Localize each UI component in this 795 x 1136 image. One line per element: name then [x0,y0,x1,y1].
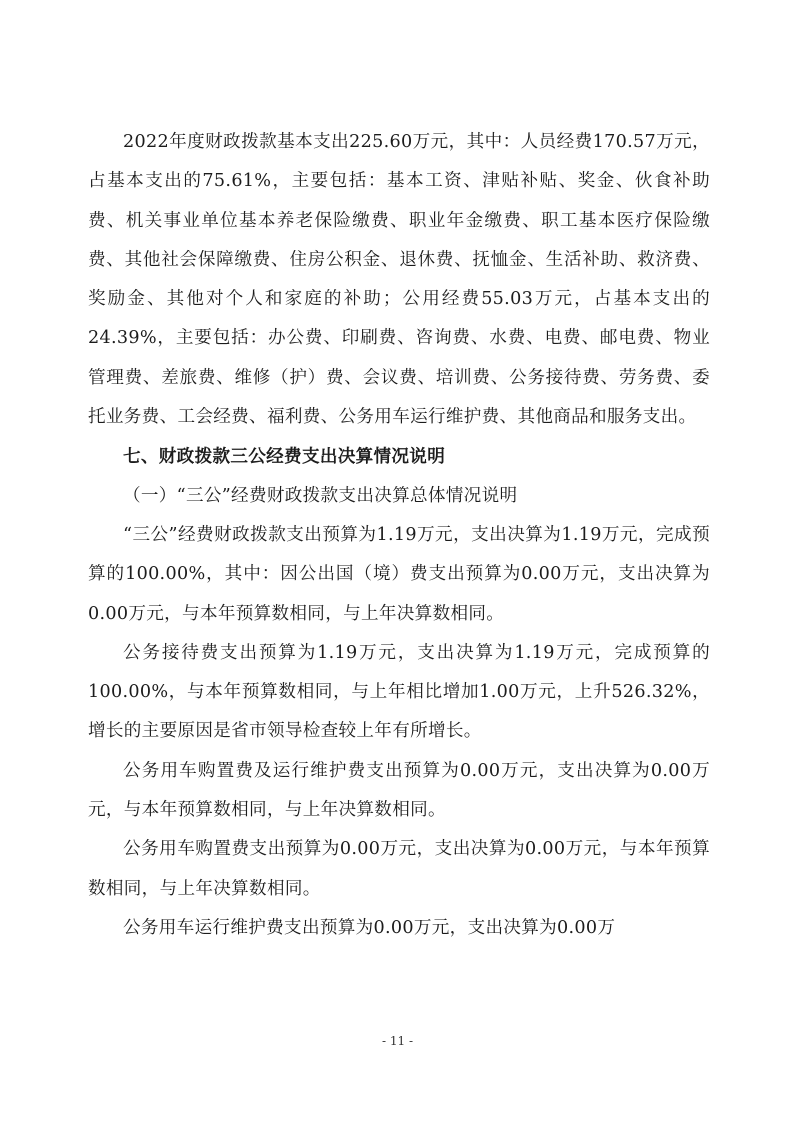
paragraph-vehicle-purchase: 公务用车购置费支出预算为0.00万元，支出决算为0.00万元，与本年预算数相同，与上年决算数相同。 [88,839,710,899]
body-text [88,123,710,948]
paragraph-reception-expenses: 公务接待费支出预算为1.19万元，支出决算为1.19万元，完成预算的100.00%，与本年预算数相同，与上年相比增加1.00万元，上升526.32%，增长的主要原因是省市领导检查较上年有所增长。 [88,642,710,742]
paragraph-basic-expenditure: 2022年度财政拨款基本支出225.60万元，其中：人员经费170.57万元，占基本支出的75.61%，主要包括：基本工资、津贴补贴、奖金、伙食补助费、机关事业单位基本养老保险缴费、职业年金缴费、职工基本医疗保险缴费、其他社会保障缴费、住房公积金、退休费、抚恤金、生活补助、救济费、奖励金、其他对个人和家庭的补助；公用经费55.03万元，占基本支出的24.39%，主要包括：办公费、印刷费、咨询费、水费、电费、邮电费、物业管理费、差旅费、维修（护）费、会议费、培训费、公务接待费、劳务费、委托业务费、工会经费、福利费、公务用车运行维护费、其他商品和服务支出。 [88,132,710,428]
paragraph-vehicle-maintenance: 公务用车运行维护费支出预算为0.00万元，支出决算为0.00万 [123,917,616,938]
subsection-heading-overall: （一）“三公”经费财政拨款支出决算总体情况说明 [123,485,518,506]
section-heading-three-public-expenses: 七、财政拨款三公经费支出决算情况说明 [123,446,446,468]
paragraph-three-public-budget: “三公”经费财政拨款支出预算为1.19万元，支出决算为1.19万元，完成预算的100.00%，其中：因公出国（境）费支出预算为0.00万元，支出决算为0.00万元，与本年预算数相同，与上年决算数相同。 [88,524,710,624]
paragraph-vehicle-purchase-and-maintenance: 公务用车购置费及运行维护费支出预算为0.00万元，支出决算为0.00万元，与本年预算数相同，与上年决算数相同。 [88,760,710,821]
page-number: - 11 - [381,1034,413,1048]
